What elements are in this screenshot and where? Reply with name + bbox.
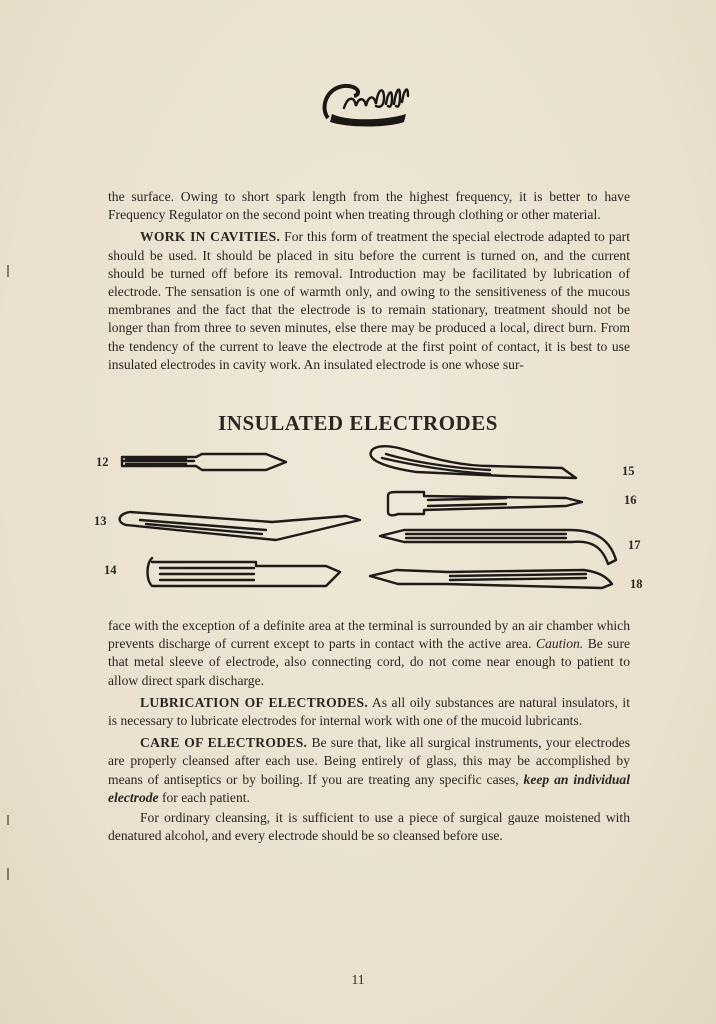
figure-label-15: 15 [622,464,635,478]
lubrication-text: As all oily substances are natural insulators, it is necessary to lubricate electrodes for internal work with one of the mucoid lubricants. [108,694,630,729]
care-emphasis: keep an individual electrode [108,771,631,805]
top-text-block [108,188,630,374]
margin-mark [7,265,9,277]
work-in-cavities-text: For this form of treatment the special electrode adapted to part should be used. It should be placed in situ before the current is turned on, and the current should be turned off before its removal. Introduction may be facilitated by lubrication of electrode. The sensation is one of warmth only, and owing to the sensitiveness of the mucous membranes and the fact that the electrode is to remain stationary, treatment should not be longer than from three to seven minutes, else there may be produced a local, direct burn. From the tendency of the current to leave the electrode at the first point of contact, it is best to use insulated electrodes in cavity work. An insulated electrode is one whose sur- [108,229,630,372]
page-number: 11 [351,972,365,987]
continued-text-after: Be sure that metal sleeve of electrode, also connecting cord, do not come near enough to patient to allow direct spark discharge. [108,636,631,688]
caution-label: Caution. [536,636,584,652]
margin-mark [7,868,9,880]
campbell-logo [318,78,414,130]
electrodes-illustration [86,440,656,600]
bottom-text-block [108,617,630,845]
paragraph-insulated-continued [108,617,630,690]
paragraph-surface: the surface. Owing to short spark length from the highest frequency, it is better to have Frequency Regulator on the second point when treating through clothing or other material. [108,189,630,223]
heading-care: CARE OF ELECTRODES. [140,735,308,751]
figure-label-12: 12 [96,455,109,469]
margin-mark [7,815,9,825]
heading-work-in-cavities: WORK IN CAVITIES. [140,229,281,245]
electrode-12 [122,454,286,470]
electrode-17 [380,530,616,564]
figure-label-18: 18 [630,577,643,591]
care-text-after: for each patient. [158,789,250,805]
figure-label-17: 17 [628,538,641,552]
care-text-before: Be sure that, like all surgical instruments, your electrodes are properly cleansed after each use. Being entirely of glass, this may be accomplished by means of antiseptics or by boiling. If you are treating any specific cases, [108,735,630,787]
figure-label-16: 16 [624,493,637,507]
figure-label-14: 14 [104,563,117,577]
electrode-14 [148,558,341,586]
electrode-18 [370,570,612,588]
electrode-13 [120,512,360,540]
figure-label-13: 13 [94,514,107,528]
paragraph-care [108,734,630,807]
electrode-16 [388,492,582,515]
section-title: INSULATED ELECTRODES [218,411,498,435]
continued-text-before: face with the exception of a definite area at the terminal is surrounded by an air chamber which prevents discharge of current except to parts in contact with the active area. [108,618,630,652]
electrodes-figure [86,440,656,600]
electrode-15 [371,446,576,478]
paragraph-lubrication [108,694,630,730]
heading-lubrication: LUBRICATION OF ELECTRODES. [140,694,369,710]
paragraph-ordinary-cleansing: For ordinary cleansing, it is sufficient to use a piece of surgical gauze moistened with denatured alcohol, and every electrode should be so cleansed before use. [108,810,630,844]
paragraph-work-in-cavities [108,228,630,374]
